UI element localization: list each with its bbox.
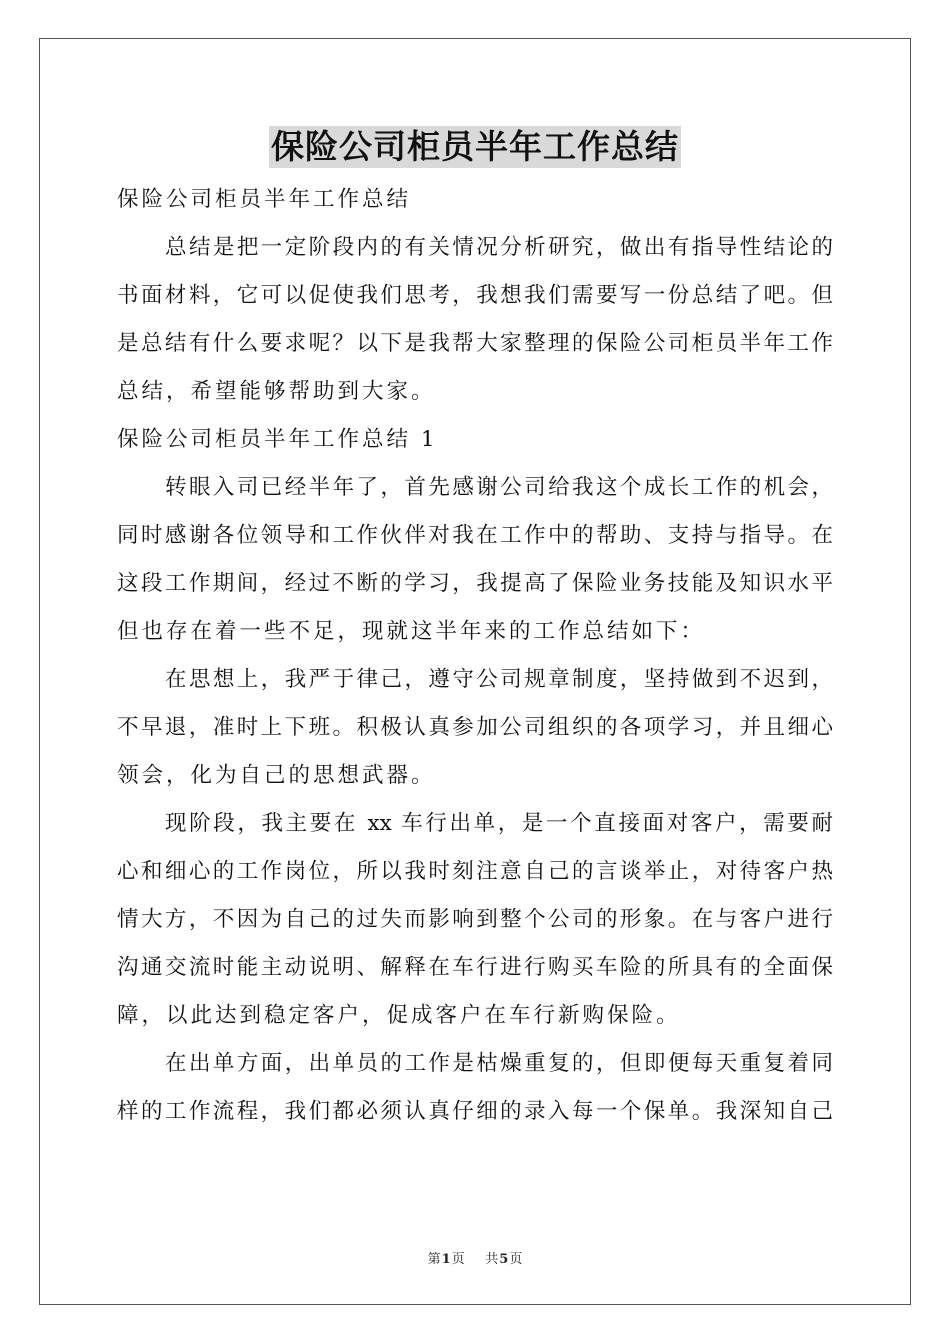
total-prefix: 共 [485, 1252, 499, 1267]
paragraph-line: 总结是把一定阶段内的有关情况分析研究，做出有指导性结论的 [165, 235, 833, 260]
paragraph-line: 转眼入司已经半年了，首先感谢公司给我这个成长工作的机会， [165, 475, 833, 500]
paragraph-line: 现阶段，我主要在 xx 车行出单，是一个直接面对客户，需要耐 [165, 811, 833, 836]
paragraph-line: 但也存在着一些不足，现就这半年来的工作总结如下： [117, 619, 706, 644]
paragraph-line: 沟通交流时能主动说明、解释在车行进行购买车险的所具有的全面保 [117, 955, 833, 980]
total-suffix: 页 [509, 1252, 523, 1267]
page-total [484, 1252, 523, 1267]
page-footer [0, 1248, 950, 1267]
paragraph-line: 总结，希望能够帮助到大家。 [117, 379, 436, 404]
paragraph-line: 不早退，准时上下班。积极认真参加公司组织的各项学习，并且细心 [117, 715, 833, 740]
document-title: 保险公司柜员半年工作总结 [271, 127, 679, 166]
paragraph-line: 这段工作期间，经过不断的学习，我提高了保险业务技能及知识水平 [117, 571, 833, 596]
title-container [0, 126, 950, 168]
paragraph-line: 在出单方面，出单员的工作是枯燥重复的，但即便每天重复着同 [165, 1051, 833, 1076]
paragraph-line: 同时感谢各位领导和工作伙伴对我在工作中的帮助、支持与指导。在 [117, 523, 833, 548]
page-suffix: 页 [451, 1252, 465, 1267]
subtitle-line: 保险公司柜员半年工作总结 [117, 187, 412, 212]
paragraph-line: 领会，化为自己的思想武器。 [117, 763, 436, 788]
paragraph-line: 书面材料，它可以促使我们思考，我想我们需要写一份总结了吧。但 [117, 283, 833, 308]
current-page: 1 [441, 1252, 451, 1267]
section-heading: 保险公司柜员半年工作总结 1 [117, 427, 438, 452]
page-number [427, 1252, 466, 1267]
paragraph-line: 在思想上，我严于律己，遵守公司规章制度，坚持做到不迟到， [165, 667, 833, 692]
total-pages: 5 [499, 1252, 509, 1267]
page-prefix: 第 [427, 1252, 441, 1267]
paragraph-line: 情大方，不因为自己的过失而影响到整个公司的形象。在与客户进行 [117, 907, 833, 932]
paragraph-line: 障，以此达到稳定客户，促成客户在车行新购保险。 [117, 1003, 681, 1028]
paragraph-line: 样的工作流程，我们都必须认真仔细的录入每一个保单。我深知自己 [117, 1099, 833, 1124]
paragraph-line: 是总结有什么要求呢？以下是我帮大家整理的保险公司柜员半年工作 [117, 331, 833, 356]
paragraph-line: 心和细心的工作岗位，所以我时刻注意自己的言谈举止，对待客户热 [117, 859, 833, 884]
document-body [117, 176, 833, 1136]
